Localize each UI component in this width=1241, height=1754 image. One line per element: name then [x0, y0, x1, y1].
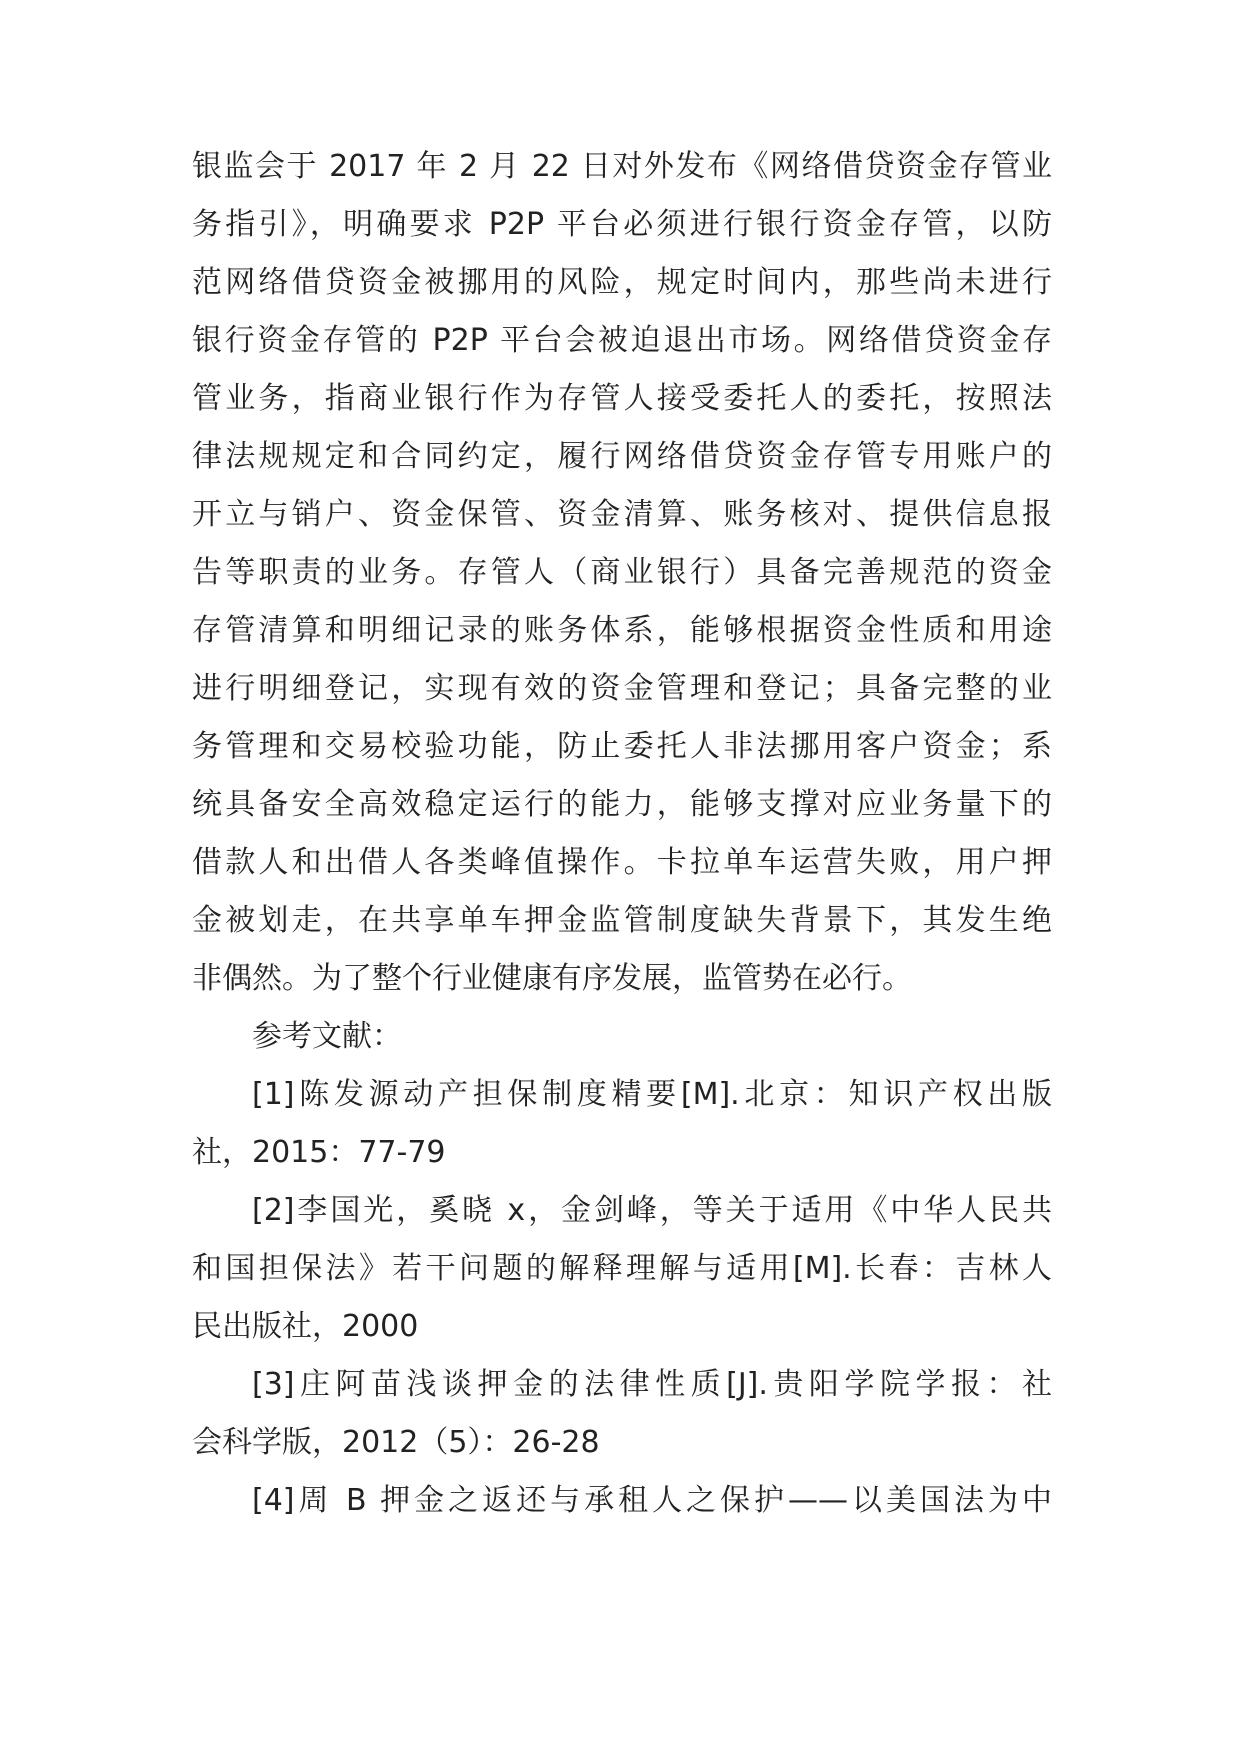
paragraph-line: 银行资金存管的 P2P 平台会被迫退出市场。网络借贷资金存 [192, 323, 1052, 358]
reference-line: [3]庄阿苗浅谈押金的法律性质[J].贵阳学院学报：社 [252, 1367, 1052, 1402]
text-column [192, 138, 1052, 1530]
reference-line: 社，2015：77-79 [192, 1135, 446, 1170]
references-section [192, 1008, 1052, 1530]
paragraph-line: 存管清算和明细记录的账务体系，能够根据资金性质和用途 [192, 613, 1052, 648]
paragraph-line: 进行明细登记，实现有效的资金管理和登记；具备完整的业 [192, 671, 1052, 706]
reference-item-2 [192, 1182, 1052, 1356]
references-heading: 参考文献： [252, 1019, 402, 1054]
reference-item-4 [192, 1472, 1052, 1530]
reference-line: 会科学版，2012（5）：26-28 [192, 1425, 600, 1460]
reference-line: [2]李国光，奚晓 x，金剑峰，等关于适用《中华人民共 [252, 1193, 1052, 1228]
paragraph-line: 金被划走，在共享单车押金监管制度缺失背景下，其发生绝 [192, 903, 1052, 938]
paragraph-line: 开立与销户、资金保管、资金清算、账务核对、提供信息报 [192, 497, 1052, 532]
reference-item-3 [192, 1356, 1052, 1472]
body-paragraph [192, 138, 1052, 1008]
paragraph-line: 管业务，指商业银行作为存管人接受委托人的委托，按照法 [192, 381, 1052, 416]
paragraph-line: 银监会于 2017 年 2 月 22 日对外发布《网络借贷资金存管业 [192, 149, 1052, 184]
paragraph-line: 律法规规定和合同约定，履行网络借贷资金存管专用账户的 [192, 439, 1052, 474]
paragraph-line: 范网络借贷资金被挪用的风险，规定时间内，那些尚未进行 [192, 265, 1052, 300]
reference-line: [1]陈发源动产担保制度精要[M].北京：知识产权出版 [252, 1077, 1052, 1112]
paragraph-line: 借款人和出借人各类峰值操作。卡拉单车运营失败，用户押 [192, 845, 1052, 880]
paragraph-line: 务指引》，明确要求 P2P 平台必须进行银行资金存管，以防 [192, 207, 1052, 242]
paragraph-line: 告等职责的业务。存管人（商业银行）具备完善规范的资金 [192, 555, 1052, 590]
reference-line: [4]周 B 押金之返还与承租人之保护——以美国法为中 [252, 1483, 1052, 1518]
reference-line: 民出版社，2000 [192, 1309, 419, 1344]
paragraph-line: 务管理和交易校验功能，防止委托人非法挪用客户资金；系 [192, 729, 1052, 764]
paragraph-line: 非偶然。为了整个行业健康有序发展，监管势在必行。 [192, 961, 912, 996]
paragraph-line: 统具备安全高效稳定运行的能力，能够支撑对应业务量下的 [192, 787, 1052, 822]
reference-item-1 [192, 1066, 1052, 1182]
reference-line: 和国担保法》若干问题的解释理解与适用[M].长春：吉林人 [192, 1251, 1052, 1286]
